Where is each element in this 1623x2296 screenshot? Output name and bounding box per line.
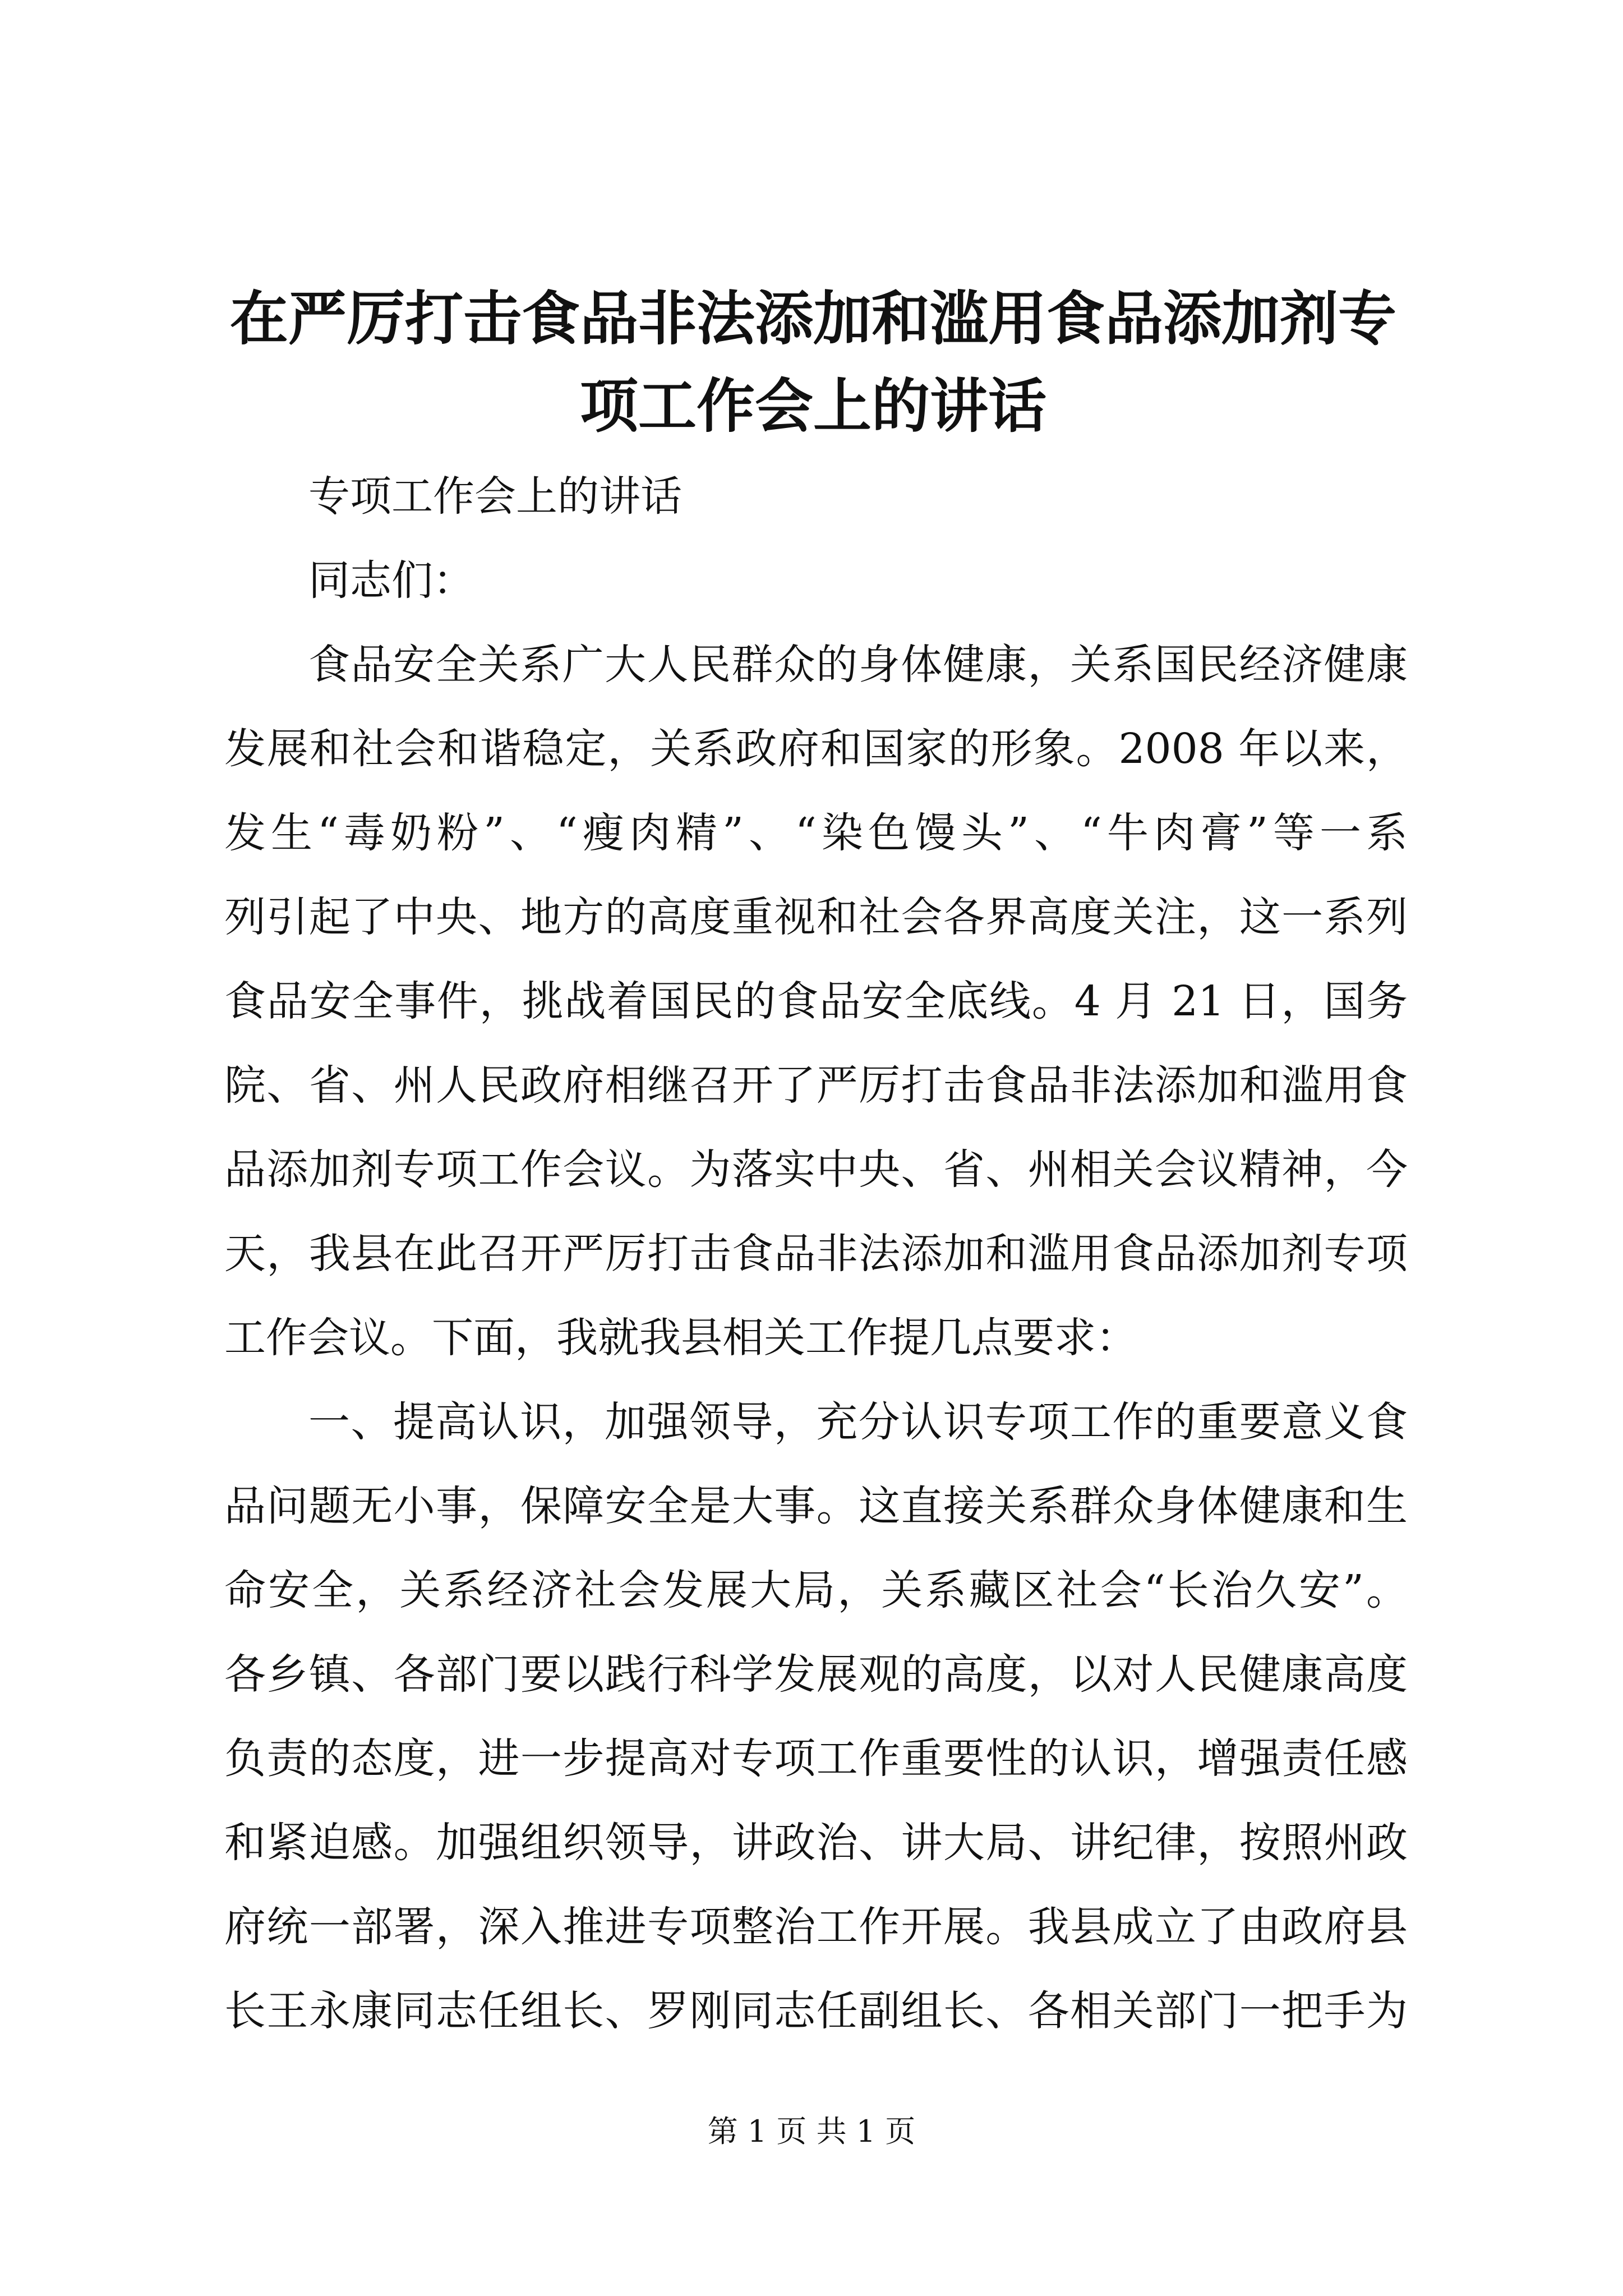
paragraph-line: 发展和社会和谐稳定，关系政府和国家的形象。2008 年以来， [224,725,1408,773]
document-title [202,275,1424,450]
paragraph-line: 品添加剂专项工作会议。为落实中央、省、州相关会议精神，今 [224,1145,1408,1194]
paragraph-line: 工作会议。下面，我就我县相关工作提几点要求： [224,1314,1137,1362]
paragraph-line: 负责的态度，进一步提高对专项工作重要性的认识，增强责任感 [224,1734,1408,1783]
paragraph-line: 府统一部署，深入推进专项整治工作开展。我县成立了由政府县 [224,1903,1408,1951]
salutation-line: 同志们： [308,556,474,605]
paragraph-line: 院、省、州人民政府相继召开了严厉打击食品非法添加和滥用食 [224,1061,1408,1110]
subtitle-line: 专项工作会上的讲话 [308,472,682,521]
page-footer: 第 1 页 共 1 页 [707,2114,916,2149]
paragraph-line: 命安全，关系经济社会发展大局，关系藏区社会“长治久安”。 [224,1566,1408,1614]
paragraph-line: 列引起了中央、地方的高度重视和社会各界高度关注，这一系列 [224,893,1408,941]
paragraph-line: 各乡镇、各部门要以践行科学发展观的高度，以对人民健康高度 [224,1650,1408,1699]
paragraph-line: 发生“毒奶粉”、“瘦肉精”、“染色馒头”、“牛肉膏”等一系 [224,809,1408,857]
paragraph-line: 品问题无小事，保障安全是大事。这直接关系群众身体健康和生 [224,1482,1408,1530]
paragraph-line: 食品安全事件，挑战着国民的食品安全底线。4 月 21 日，国务 [224,977,1408,1025]
document-body [224,454,1408,2053]
section-heading-line: 一、提高认识，加强领导，充分认识专项工作的重要意义食 [308,1398,1408,1446]
paragraph-line: 和紧迫感。加强组织领导，讲政治、讲大局、讲纪律，按照州政 [224,1819,1408,1867]
paragraph-line: 长王永康同志任组长、罗刚同志任副组长、各相关部门一把手为 [224,1987,1408,2035]
title-line-2: 项工作会上的讲话 [579,371,1046,440]
paragraph-line: 天，我县在此召开严厉打击食品非法添加和滥用食品添加剂专项 [224,1230,1408,1278]
paragraph-line: 食品安全关系广大人民群众的身体健康，关系国民经济健康 [308,641,1408,689]
title-line-1: 在严厉打击食品非法添加和滥用食品添加剂专 [229,284,1396,353]
